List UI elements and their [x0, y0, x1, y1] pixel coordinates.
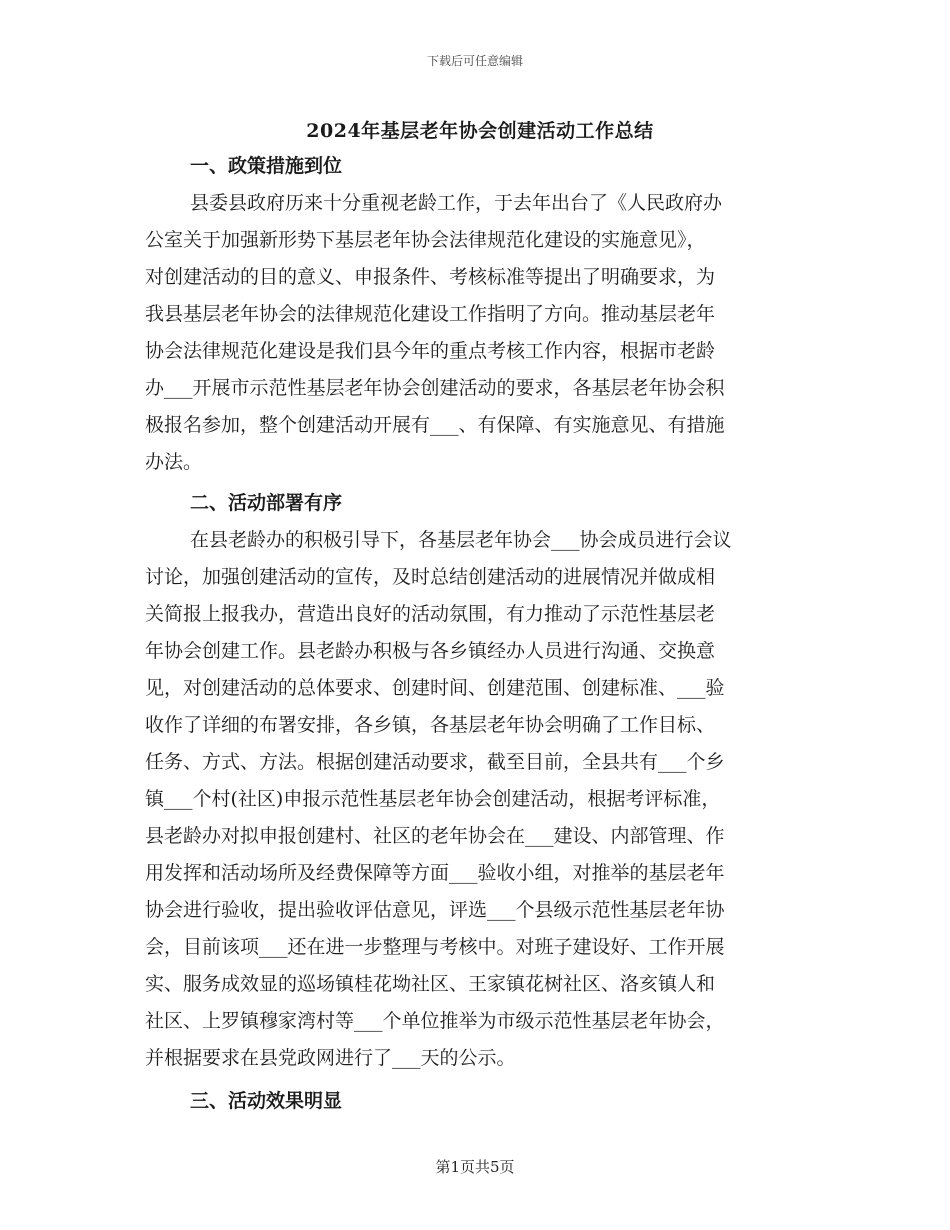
paragraph-line: 在县老龄办的积极引导下，各基层老年协会___协会成员进行会议 [190, 529, 732, 551]
page-number: 第1页共5页 [435, 1158, 515, 1176]
section-paragraph-2 [145, 522, 807, 1077]
paragraph-line: 年协会创建工作。县老龄办积极与各乡镇经办人员进行沟通、交换意 [145, 640, 716, 662]
section-paragraph-1 [145, 185, 807, 481]
paragraph-line: 用发挥和活动场所及经费保障等方面___验收小组，对推举的基层老年 [145, 862, 725, 884]
paragraph-line: 并根据要求在县党政网进行了___天的公示。 [145, 1047, 516, 1069]
paragraph-line: 极报名参加，整个创建活动开展有___、有保障、有实施意见、有措施 [145, 414, 725, 436]
paragraph-line: 讨论，加强创建活动的宣传，及时总结创建活动的进展情况并做成相 [145, 566, 716, 588]
paragraph-line: 办___开展市示范性基层老年协会创建活动的要求，各基层老年协会积 [145, 377, 725, 399]
paragraph-line: 县老龄办对拟申报创建村、社区的老年协会在___建设、内部管理、作 [145, 825, 725, 847]
paragraph-line: 对创建活动的目的意义、申报条件、考核标准等提出了明确要求，为 [145, 266, 716, 288]
paragraph-line: 见，对创建活动的总体要求、创建时间、创建范围、创建标准、___验 [145, 677, 725, 699]
paragraph-line: 关简报上报我办，营造出良好的活动氛围，有力推动了示范性基层老 [145, 603, 716, 625]
section-heading-3: 三、活动效果明显 [190, 1090, 343, 1112]
header-note: 下载后可任意编辑 [426, 54, 523, 68]
paragraph-line: 实、服务成效显的巡场镇桂花坳社区、王家镇花树社区、洛亥镇人和 [145, 973, 716, 995]
paragraph-line: 公室关于加强新形势下基层老年协会法律规范化建设的实施意见》， [145, 229, 706, 251]
paragraph-line: 社区、上罗镇穆家湾村等___个单位推举为市级示范性基层老年协会， [145, 1010, 725, 1032]
paragraph-line: 会，目前该项___还在进一步整理与考核中。对班子建设好、工作开展 [145, 936, 725, 958]
section-heading-1: 一、政策措施到位 [190, 155, 343, 177]
paragraph-line: 协会进行验收，提出验收评估意见，评选___个县级示范性基层老年协 [145, 899, 725, 921]
paragraph-line: 收作了详细的布署安排，各乡镇，各基层老年协会明确了工作目标、 [145, 714, 716, 736]
paragraph-line: 镇___个村(社区)申报示范性基层老年协会创建活动，根据考评标准， [145, 788, 721, 810]
paragraph-line: 县委县政府历来十分重视老龄工作，于去年出台了《人民政府办 [190, 192, 723, 214]
document-title: 2024年基层老年协会创建活动工作总结 [306, 120, 654, 142]
document-body [145, 148, 807, 1120]
paragraph-line: 任务、方式、方法。根据创建活动要求，截至目前，全县共有___个乡 [145, 751, 725, 773]
section-heading-2: 二、活动部署有序 [190, 492, 343, 514]
paragraph-line: 我县基层老年协会的法律规范化建设工作指明了方向。推动基层老年 [145, 303, 716, 325]
paragraph-line: 协会法律规范化建设是我们县今年的重点考核工作内容，根据市老龄 [145, 340, 716, 362]
paragraph-line: 办法。 [145, 451, 203, 473]
